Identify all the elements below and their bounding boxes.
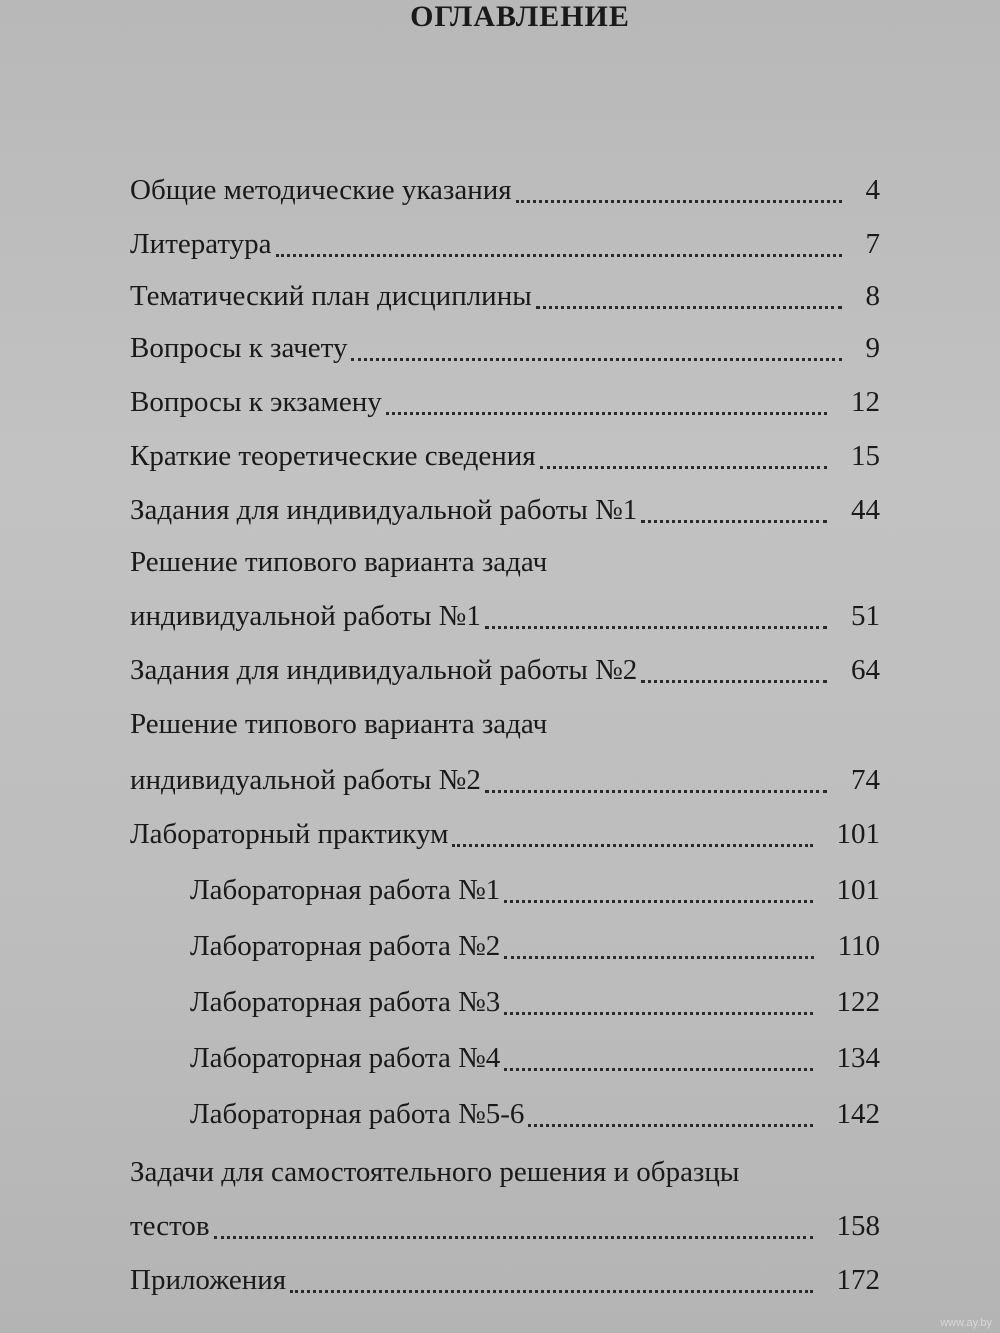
toc-entry-label: Лабораторная работа №1 <box>190 874 501 906</box>
toc-entry-label: Вопросы к экзамену <box>130 386 382 418</box>
toc-leader <box>485 790 827 793</box>
toc-entry <box>190 924 890 968</box>
toc-entry <box>190 1036 890 1080</box>
toc-leader <box>504 900 813 903</box>
toc-leader <box>516 200 842 203</box>
toc-entry <box>130 812 890 856</box>
toc-entry-page: 44 <box>851 494 880 526</box>
toc-entry <box>130 434 890 478</box>
page-title: ОГЛАВЛЕНИЕ <box>410 0 630 33</box>
toc-entry-label: Тематический план дисциплины <box>130 280 532 312</box>
toc-leader <box>536 306 842 309</box>
toc-leader <box>504 956 814 959</box>
toc-entry-label: индивидуальной работы №1 <box>130 600 481 632</box>
toc-entry <box>130 326 890 370</box>
toc-entry-label: Лабораторный практикум <box>130 818 449 850</box>
toc-entry-page: 64 <box>851 654 880 686</box>
toc-entry <box>130 274 890 318</box>
toc-entry <box>190 980 890 1024</box>
toc-entry-label: Общие методические указания <box>130 174 512 206</box>
toc-entry <box>130 1258 890 1302</box>
toc-entry-page: 110 <box>837 930 880 962</box>
toc-entry-page: 134 <box>836 1042 880 1074</box>
toc-entry <box>190 868 890 912</box>
toc-leader <box>386 412 827 415</box>
toc-entry-label: Лабораторная работа №2 <box>190 930 501 962</box>
toc-entry-page: 8 <box>865 280 880 312</box>
toc-entry-page: 12 <box>851 386 880 418</box>
toc-entry <box>130 594 890 638</box>
toc-entry-page: 15 <box>851 440 880 472</box>
toc-entry-label: Задания для индивидуальной работы №2 <box>130 654 638 686</box>
toc-entry-label: Лабораторная работа №4 <box>190 1042 501 1074</box>
toc-leader <box>290 1290 813 1293</box>
toc-entry-label: тестов <box>130 1210 210 1242</box>
toc-entry-page: 101 <box>836 818 880 850</box>
toc-entry <box>130 648 890 692</box>
toc-entry-label: Задания для индивидуальной работы №1 <box>130 494 638 526</box>
toc-leader <box>276 254 842 257</box>
toc-leader <box>504 1012 813 1015</box>
toc-leader <box>214 1236 813 1239</box>
toc-entry-label: Лабораторная работа №5-6 <box>190 1098 525 1130</box>
toc-entry-page: 142 <box>836 1098 880 1130</box>
toc-entry <box>130 758 890 802</box>
toc-entry-page: 172 <box>836 1264 880 1296</box>
toc-leader <box>641 520 827 523</box>
watermark: www.ay.by <box>940 1317 992 1329</box>
toc-entry <box>130 168 890 212</box>
toc-leader <box>485 626 827 629</box>
toc-entry <box>130 488 890 532</box>
toc-entry-label: индивидуальной работы №2 <box>130 764 481 796</box>
toc-entry <box>130 1204 890 1248</box>
toc-leader <box>540 466 827 469</box>
toc-entry-label: Лабораторная работа №3 <box>190 986 501 1018</box>
toc-leader <box>641 680 827 683</box>
toc-entry-page: 51 <box>851 600 880 632</box>
toc-entry-label: Решение типового варианта задач <box>130 546 548 578</box>
toc-entry-label: Краткие теоретические сведения <box>130 440 536 472</box>
toc-entry <box>130 540 890 584</box>
toc-entry-page: 7 <box>865 228 880 260</box>
toc-entry-page: 4 <box>865 174 880 206</box>
toc-leader <box>528 1124 813 1127</box>
toc-entry-page: 9 <box>865 332 880 364</box>
toc-entry-page: 122 <box>836 986 880 1018</box>
toc-entry <box>130 1150 890 1194</box>
toc-leader <box>452 844 813 847</box>
toc-entry-label: Литература <box>130 228 272 260</box>
toc-entry <box>130 222 890 266</box>
toc-leader <box>504 1068 813 1071</box>
toc-entry-page: 74 <box>851 764 880 796</box>
toc-entry <box>190 1092 890 1136</box>
toc-entry-label: Решение типового варианта задач <box>130 708 548 740</box>
toc-entry <box>130 380 890 424</box>
toc-entry <box>130 702 890 746</box>
toc-entry-page: 101 <box>836 874 880 906</box>
toc-entry-label: Приложения <box>130 1264 287 1296</box>
toc-entry-label: Задачи для самостоятельного решения и образцы <box>130 1156 740 1188</box>
toc-entry-label: Вопросы к зачету <box>130 332 348 364</box>
toc-entry-page: 158 <box>836 1210 880 1242</box>
toc-leader <box>351 358 842 361</box>
